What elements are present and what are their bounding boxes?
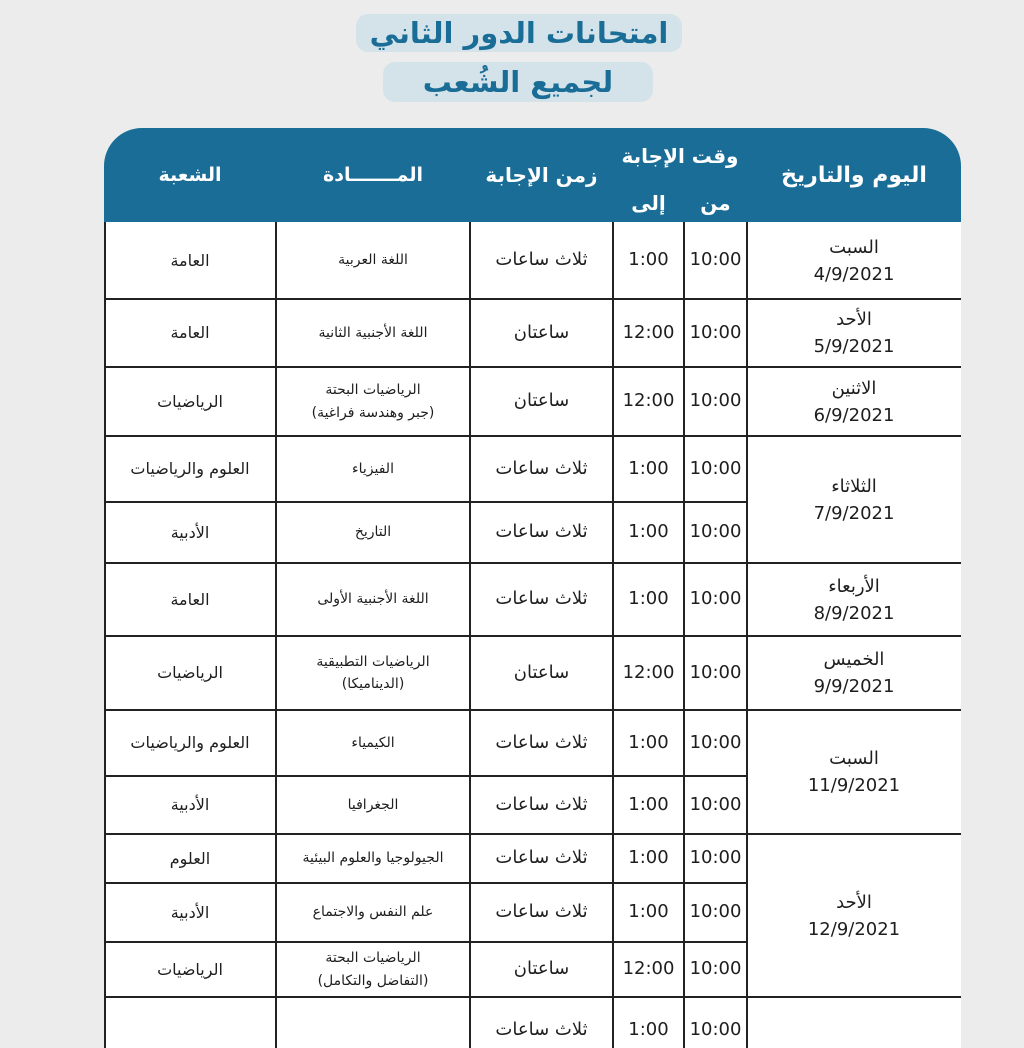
subject-cell bbox=[276, 636, 470, 710]
to-time: 1:00 bbox=[628, 793, 669, 815]
subject-name-line: الجغرافيا bbox=[347, 796, 399, 813]
from-time: 10:00 bbox=[689, 958, 742, 980]
from-time: 10:00 bbox=[689, 588, 742, 610]
subject-name-line: الرياضيات البحتة bbox=[325, 382, 421, 399]
day-name: الاثنين bbox=[831, 377, 877, 399]
day-date-cell bbox=[747, 367, 961, 436]
answer-duration: ساعتان bbox=[513, 321, 570, 343]
from-time: 10:00 bbox=[689, 847, 742, 869]
branch-cell: العامة bbox=[170, 589, 210, 609]
answer-duration: ساعتان bbox=[513, 661, 570, 683]
to-time: 1:00 bbox=[628, 847, 669, 869]
from-time: 10:00 bbox=[689, 793, 742, 815]
branch-cell: الرياضيات bbox=[157, 663, 223, 682]
exam-date: 12/9/2021 bbox=[807, 918, 901, 940]
to-time: 1:00 bbox=[628, 457, 669, 479]
page-subtitle: لجميع الشُعب bbox=[383, 62, 653, 102]
table-header bbox=[104, 128, 961, 222]
branch-cell: الأدبية bbox=[170, 522, 210, 542]
answer-duration: ثلاث ساعات bbox=[495, 901, 588, 923]
header-day-date: اليوم والتاريخ bbox=[781, 162, 927, 188]
header-to: إلى bbox=[631, 191, 666, 215]
header-duration: زمن الإجابة bbox=[485, 163, 598, 187]
answer-duration: ثلاث ساعات bbox=[495, 249, 588, 271]
from-time: 10:00 bbox=[689, 457, 742, 479]
answer-duration: ثلاث ساعات bbox=[495, 793, 588, 815]
subject-name-line: (الديناميكا) bbox=[341, 676, 405, 692]
from-time: 10:00 bbox=[689, 321, 742, 343]
day-date-cell bbox=[747, 710, 961, 834]
from-time: 10:00 bbox=[689, 390, 742, 412]
exam-date: 4/9/2021 bbox=[813, 263, 895, 285]
from-time: 10:00 bbox=[689, 521, 742, 543]
branch-cell: الرياضيات bbox=[157, 959, 223, 979]
day-date-cell bbox=[747, 563, 961, 636]
exam-date: 11/9/2021 bbox=[807, 775, 901, 796]
answer-duration: ثلاث ساعات bbox=[495, 1019, 588, 1041]
subject-name-line: الرياضيات التطبيقية bbox=[316, 653, 430, 670]
from-time: 10:00 bbox=[689, 1019, 742, 1041]
from-time: 10:00 bbox=[689, 731, 742, 753]
subject-name-line: علم النفس والاجتماع bbox=[312, 904, 434, 921]
day-date-cell bbox=[747, 636, 961, 710]
branch-cell: العامة bbox=[170, 323, 210, 342]
day-name: الأحد bbox=[836, 891, 872, 913]
branch-cell: الرياضيات bbox=[157, 391, 223, 411]
to-time: 12:00 bbox=[622, 958, 675, 980]
to-time: 1:00 bbox=[628, 731, 669, 753]
to-time: 12:00 bbox=[622, 661, 675, 683]
to-time: 12:00 bbox=[622, 321, 675, 343]
subject-cell bbox=[276, 942, 470, 997]
subject-cell bbox=[276, 883, 470, 942]
exam-date: 9/9/2021 bbox=[813, 676, 895, 697]
subject-name-line: التاريخ bbox=[354, 524, 392, 541]
subject-name-line: الكيمياء bbox=[351, 734, 395, 751]
day-name: الأربعاء bbox=[828, 575, 880, 597]
branch-cell: العلوم والرياضيات bbox=[130, 733, 250, 752]
exam-date: 8/9/2021 bbox=[813, 602, 895, 624]
subject-cell bbox=[276, 299, 470, 367]
page-title: امتحانات الدور الثاني bbox=[356, 14, 682, 52]
day-name: الثلاثاء bbox=[831, 475, 877, 497]
subject-name-line: اللغة العربية bbox=[338, 252, 408, 269]
branch-cell bbox=[104, 997, 276, 1048]
branch-cell: الأدبية bbox=[170, 902, 210, 922]
exam-date: 7/9/2021 bbox=[813, 502, 895, 524]
header-answer-time: وقت الإجابة bbox=[621, 144, 739, 168]
from-time: 10:00 bbox=[689, 249, 742, 271]
subject-name-line: اللغة الأجنبية الأولى bbox=[317, 591, 429, 608]
subject-name-line: الفيزياء bbox=[352, 460, 394, 477]
subject-cell bbox=[276, 222, 470, 299]
to-time: 1:00 bbox=[628, 588, 669, 610]
subject-cell bbox=[276, 502, 470, 563]
to-time: 1:00 bbox=[628, 901, 669, 923]
answer-duration: ثلاث ساعات bbox=[495, 521, 588, 543]
header-branch: الشعبة bbox=[158, 164, 222, 186]
answer-duration: ثلاث ساعات bbox=[495, 847, 588, 869]
to-time: 1:00 bbox=[628, 249, 669, 271]
subject-cell bbox=[276, 367, 470, 436]
subject-cell bbox=[276, 776, 470, 834]
to-time: 1:00 bbox=[628, 1019, 669, 1041]
day-date-cell bbox=[747, 222, 961, 299]
to-time: 12:00 bbox=[622, 390, 675, 412]
day-date-cell bbox=[747, 834, 961, 997]
subject-cell bbox=[276, 834, 470, 883]
to-time: 1:00 bbox=[628, 521, 669, 543]
day-name: الأحد bbox=[836, 309, 872, 330]
answer-duration: ثلاث ساعات bbox=[495, 731, 588, 753]
answer-duration: ساعتان bbox=[513, 390, 570, 412]
exam-date: 6/9/2021 bbox=[813, 404, 895, 426]
subject-cell bbox=[276, 436, 470, 502]
branch-cell: الأدبية bbox=[170, 795, 210, 814]
subject-name-line: الجيولوجيا والعلوم البيئية bbox=[302, 850, 444, 867]
subject-cell bbox=[276, 997, 470, 1048]
subject-cell bbox=[276, 710, 470, 776]
subject-cell bbox=[276, 563, 470, 636]
exam-schedule-table bbox=[104, 128, 961, 1048]
from-time: 10:00 bbox=[689, 901, 742, 923]
day-name: السبت bbox=[829, 236, 879, 258]
subject-name-line: (التفاضل والتكامل) bbox=[317, 972, 429, 989]
subject-name-line: اللغة الأجنبية الثانية bbox=[318, 324, 428, 341]
header-subject: المـــــــادة bbox=[323, 164, 423, 186]
day-date-cell bbox=[747, 299, 961, 367]
answer-duration: ثلاث ساعات bbox=[495, 588, 588, 610]
from-time: 10:00 bbox=[689, 661, 742, 683]
day-date-cell bbox=[747, 436, 961, 563]
subject-name-line: الرياضيات البحتة bbox=[325, 950, 421, 967]
answer-duration: ثلاث ساعات bbox=[495, 457, 588, 479]
header-from: من bbox=[700, 191, 731, 215]
exam-date: 5/9/2021 bbox=[813, 336, 895, 357]
branch-cell: العامة bbox=[170, 250, 210, 270]
branch-cell: العلوم bbox=[169, 848, 211, 868]
day-name: الخميس bbox=[823, 649, 885, 670]
branch-cell: العلوم والرياضيات bbox=[130, 459, 250, 478]
subject-name-line: (جبر وهندسة فراغية) bbox=[311, 404, 435, 421]
answer-duration: ساعتان bbox=[513, 958, 570, 980]
day-name: السبت bbox=[829, 748, 879, 769]
